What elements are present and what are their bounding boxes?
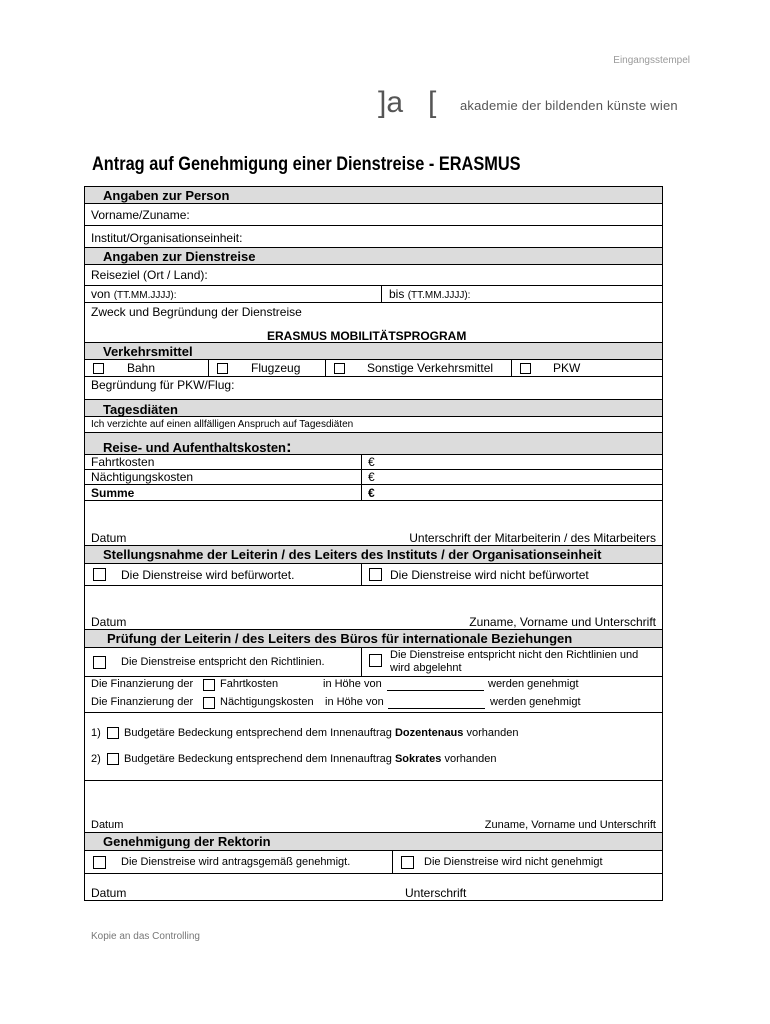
fin2-post: werden genehmigt	[490, 696, 581, 708]
budget1-bold: Dozentenaus	[394, 727, 464, 739]
to-format: (TT.MM.JJJJ):	[407, 290, 471, 301]
not-recommend-label: Die Dienstreise wird nicht befürwortet	[390, 568, 589, 582]
from-format: (TT.MM.JJJJ):	[113, 290, 177, 301]
rector-date-label: Datum	[91, 886, 127, 900]
travel-cost-row[interactable]	[85, 455, 662, 470]
rector-approve-checkbox[interactable]	[93, 856, 106, 869]
section-perdiem-header	[85, 400, 662, 417]
from-date-field[interactable]	[91, 287, 176, 301]
not-complies-checkbox[interactable]	[369, 654, 382, 667]
transport-reason-label: Begründung für PKW/Flug:	[91, 378, 235, 392]
statement-options-row	[85, 564, 662, 586]
section-perdiem-title: Tagesdiäten	[103, 402, 178, 417]
section-transport-title: Verkehrsmittel	[103, 344, 193, 359]
form-title: Antrag auf Genehmigung einer Dienstreise - ERASMUS	[92, 154, 521, 175]
section-trip-header	[85, 248, 662, 265]
recommend-checkbox[interactable]	[93, 568, 106, 581]
budget1-pre: Budgetäre Bedeckung entsprechend dem Innenauftrag	[124, 727, 392, 739]
not-complies-label-1: Die Dienstreise entspricht nicht den Richtlinien und	[390, 649, 639, 661]
financing-block	[85, 677, 662, 713]
lodging-cost-approve-checkbox[interactable]	[203, 697, 215, 709]
fin2-pre: Die Finanzierung der	[91, 696, 194, 708]
from-label: von	[91, 287, 111, 301]
rail-label: Bahn	[127, 361, 156, 375]
plane-label: Flugzeug	[251, 361, 301, 375]
employee-signature-field[interactable]	[85, 501, 662, 546]
section-person-header	[85, 187, 662, 204]
to-label: bis	[389, 287, 405, 301]
divider	[325, 360, 326, 377]
to-date-field[interactable]	[389, 287, 470, 301]
name-label: Vorname/Zuname:	[91, 208, 190, 222]
total-cost-label: Summe	[91, 486, 135, 500]
total-cost-currency: €	[368, 486, 375, 500]
divider	[208, 360, 209, 377]
car-checkbox[interactable]	[520, 363, 531, 374]
divider	[392, 851, 393, 874]
budget2-pre: Budgetäre Bedeckung entsprechend dem Innenauftrag	[124, 753, 392, 765]
institute-label: Institut/Organisationseinheit:	[91, 231, 243, 245]
section-costs-title	[103, 437, 292, 457]
costs-title-colon: :	[285, 437, 292, 456]
logo-name: akademie der bildenden künste wien	[460, 98, 678, 113]
rector-reject-label: Die Dienstreise wird nicht genehmigt	[424, 856, 603, 868]
name-field[interactable]	[85, 204, 662, 226]
section-costs-header	[85, 433, 662, 455]
section-rector-title: Genehmigung der Rektorin	[103, 834, 271, 849]
fin2-amount-field[interactable]	[388, 696, 485, 709]
budget2-post: vorhanden	[444, 753, 497, 765]
receipt-stamp-label: Eingangsstempel	[613, 55, 690, 66]
perdiem-waiver-field[interactable]	[85, 417, 662, 433]
section-person-title: Angaben zur Person	[103, 188, 230, 203]
academy-logo	[378, 86, 678, 126]
section-review-title: Prüfung der Leiterin / des Leiters des Büros für internationale Beziehungen	[107, 631, 573, 646]
budget2-text	[124, 753, 496, 765]
logo-mark-right: [	[428, 86, 437, 119]
budget1-number: 1)	[91, 727, 101, 739]
fin1-amount-field[interactable]	[387, 678, 484, 691]
divider	[361, 564, 362, 586]
budget-dozentenaus-checkbox[interactable]	[107, 727, 119, 739]
destination-field[interactable]	[85, 265, 662, 286]
rector-signature-field[interactable]	[85, 874, 662, 900]
divider	[511, 360, 512, 377]
footer-note: Kopie an das Controlling	[91, 931, 200, 942]
other-transport-checkbox[interactable]	[334, 363, 345, 374]
destination-label: Reiseziel (Ort / Land):	[91, 268, 208, 282]
office-date-label: Datum	[91, 819, 124, 831]
fin2-amount-label: in Höhe von	[325, 696, 384, 708]
budget1-text	[124, 727, 518, 739]
fin2-item: Nächtigungskosten	[220, 696, 314, 708]
complies-checkbox[interactable]	[93, 656, 106, 669]
purpose-label: Zweck und Begründung der Dienstreise	[91, 305, 302, 319]
employee-signature-label: Unterschrift der Mitarbeiterin / des Mitarbeiters	[409, 531, 656, 545]
transport-reason-field[interactable]	[85, 377, 662, 400]
section-statement-header	[85, 546, 662, 564]
section-transport-header	[85, 343, 662, 360]
travel-cost-currency: €	[368, 455, 375, 469]
rail-checkbox[interactable]	[93, 363, 104, 374]
budget-block	[85, 713, 662, 781]
review-options-row	[85, 648, 662, 677]
divider	[361, 648, 362, 677]
logo-mark-left: ]a	[378, 86, 404, 119]
plane-checkbox[interactable]	[217, 363, 228, 374]
section-trip-title: Angaben zur Dienstreise	[103, 249, 256, 264]
budget-sokrates-checkbox[interactable]	[107, 753, 119, 765]
dates-row	[85, 286, 662, 303]
recommend-label: Die Dienstreise wird befürwortet.	[121, 568, 295, 582]
travel-request-form	[84, 186, 663, 901]
divider	[381, 286, 382, 303]
not-recommend-checkbox[interactable]	[369, 568, 382, 581]
head-signature-label: Zuname, Vorname und Unterschrift	[469, 615, 656, 629]
fin1-item: Fahrtkosten	[220, 678, 279, 690]
head-date-label: Datum	[91, 615, 127, 629]
budget2-bold: Sokrates	[394, 753, 442, 765]
fin1-post: werden genehmigt	[488, 678, 579, 690]
purpose-field[interactable]	[85, 303, 662, 343]
section-statement-title: Stellungsnahme der Leiterin / des Leiters des Instituts / der Organisationseinheit	[103, 547, 602, 562]
fin1-amount-label: in Höhe von	[323, 678, 382, 690]
complies-label: Die Dienstreise entspricht den Richtlinien.	[121, 656, 325, 668]
not-complies-label-2: wird abgelehnt	[390, 662, 462, 674]
lodging-cost-label: Nächtigungskosten	[91, 470, 194, 484]
divider	[361, 455, 362, 470]
office-signature-field[interactable]	[85, 781, 662, 833]
section-review-header	[85, 630, 662, 648]
divider	[361, 470, 362, 485]
office-signature-label: Zuname, Vorname und Unterschrift	[484, 819, 656, 831]
travel-cost-label: Fahrtkosten	[91, 455, 155, 469]
costs-title-text: Reise- und Aufenthaltskosten	[103, 440, 286, 455]
rector-signature-label: Unterschrift	[405, 886, 467, 900]
travel-cost-approve-checkbox[interactable]	[203, 679, 215, 691]
fin1-pre: Die Finanzierung der	[91, 678, 194, 690]
head-signature-field[interactable]	[85, 586, 662, 630]
rector-approve-label: Die Dienstreise wird antragsgemäß genehmigt.	[121, 856, 351, 868]
total-cost-row[interactable]	[85, 485, 662, 501]
employee-date-label: Datum	[91, 531, 127, 545]
perdiem-waiver-label: Ich verzichte auf einen allfälligen Anspruch auf Tagesdiäten	[91, 419, 354, 430]
budget1-post: vorhanden	[466, 727, 519, 739]
rector-options-row	[85, 851, 662, 874]
institute-field[interactable]	[85, 226, 662, 248]
divider	[361, 485, 362, 501]
lodging-cost-row[interactable]	[85, 470, 662, 485]
program-label: ERASMUS MOBILITÄTSPROGRAM	[267, 329, 467, 343]
other-transport-label: Sonstige Verkehrsmittel	[367, 361, 494, 375]
lodging-cost-currency: €	[368, 470, 375, 484]
section-rector-header	[85, 833, 662, 851]
rector-reject-checkbox[interactable]	[401, 856, 414, 869]
budget2-number: 2)	[91, 753, 101, 765]
transport-options-row	[85, 360, 662, 377]
car-label: PKW	[553, 361, 581, 375]
